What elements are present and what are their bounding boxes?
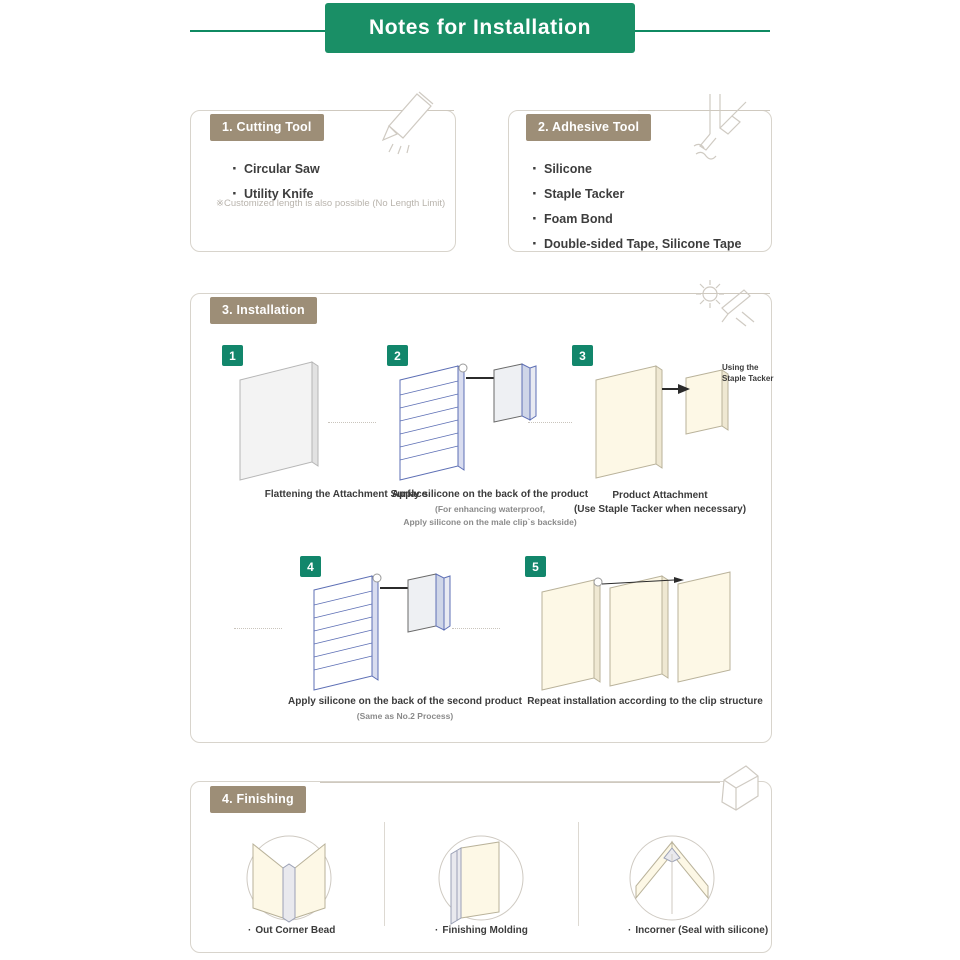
tag-rule-finishing: [320, 782, 720, 783]
step-badge-5: 5: [525, 556, 546, 577]
dots-left-4: [234, 628, 282, 630]
out-corner-bead-diagram: [235, 828, 345, 928]
step-1-panel-diagram: [226, 350, 336, 500]
step-badge-3: 3: [572, 345, 593, 366]
finishing-label-1: · Finishing Molding: [435, 925, 528, 936]
step-3-annotation: [722, 362, 773, 384]
dots-2-3: [528, 422, 572, 424]
tag-adhesive-tool: 2. Adhesive Tool: [526, 114, 651, 141]
tag-cutting-tool: 1. Cutting Tool: [210, 114, 324, 141]
dots-4-5: [452, 628, 500, 630]
step-1-caption: Flattening the Attachment Surface: [264, 489, 428, 500]
step-3-caption: [560, 489, 760, 517]
tag-finishing: 4. Finishing: [210, 786, 306, 813]
list-item: · Circular Saw: [232, 162, 320, 176]
step-3-caption-line1: Product Attachment: [612, 490, 708, 501]
step-2-subcaption-line2: Apply silicone on the male clip`s backside): [403, 517, 577, 527]
step-badge-4: 4: [300, 556, 321, 577]
finishing-divider-2: [578, 822, 579, 926]
page-title: [325, 3, 635, 53]
step-4-caption: Apply silicone on the back of the second product: [288, 696, 522, 707]
adhesive-tool-list: [532, 162, 742, 262]
tag-installation: 3. Installation: [210, 297, 317, 324]
gear-tool-icon: [692, 278, 762, 328]
list-item: · Utility Knife: [232, 187, 320, 201]
finishing-label-0: · Out Corner Bead: [248, 925, 335, 936]
step-3-annotation-line2: Staple Tacker: [722, 374, 774, 383]
finishing-molding-diagram: [427, 828, 537, 928]
step-4-subcaption: (Same as No.2 Process): [356, 711, 454, 721]
caulking-gun-icon: [688, 88, 768, 163]
step-5-panel-diagram: [528, 560, 758, 710]
incorner-diagram: [618, 828, 728, 928]
dots-1-2: [328, 422, 376, 424]
step-5-caption: Repeat installation according to the clip structure: [527, 696, 763, 707]
cutting-tool-note: ※Customized length is also possible (No Length Limit): [216, 198, 446, 209]
list-item: · Silicone: [532, 162, 742, 176]
step-2-caption: Apply silicone on the back of the product: [391, 489, 589, 500]
step-badge-2: 2: [387, 345, 408, 366]
list-item: · Staple Tacker: [532, 187, 742, 201]
saw-icon: [375, 88, 455, 158]
page-header: [0, 0, 960, 62]
finishing-divider-1: [384, 822, 385, 926]
step-3-caption-line2: (Use Staple Tacker when necessary): [573, 504, 747, 515]
step-badge-1: 1: [222, 345, 243, 366]
step-3-annotation-line1: Using the: [722, 363, 759, 372]
finishing-label-2: · Incorner (Seal with silicone): [628, 925, 768, 936]
step-2-product-diagram: [488, 358, 548, 428]
page-title-text: Notes for Installation: [368, 16, 592, 39]
hand-tool-icon: [706, 762, 776, 822]
list-item: · Foam Bond: [532, 212, 742, 226]
step-2-subcaption-line1: (For enhancing waterproof,: [434, 504, 546, 514]
list-item: · Double-sided Tape, Silicone Tape: [532, 237, 742, 251]
